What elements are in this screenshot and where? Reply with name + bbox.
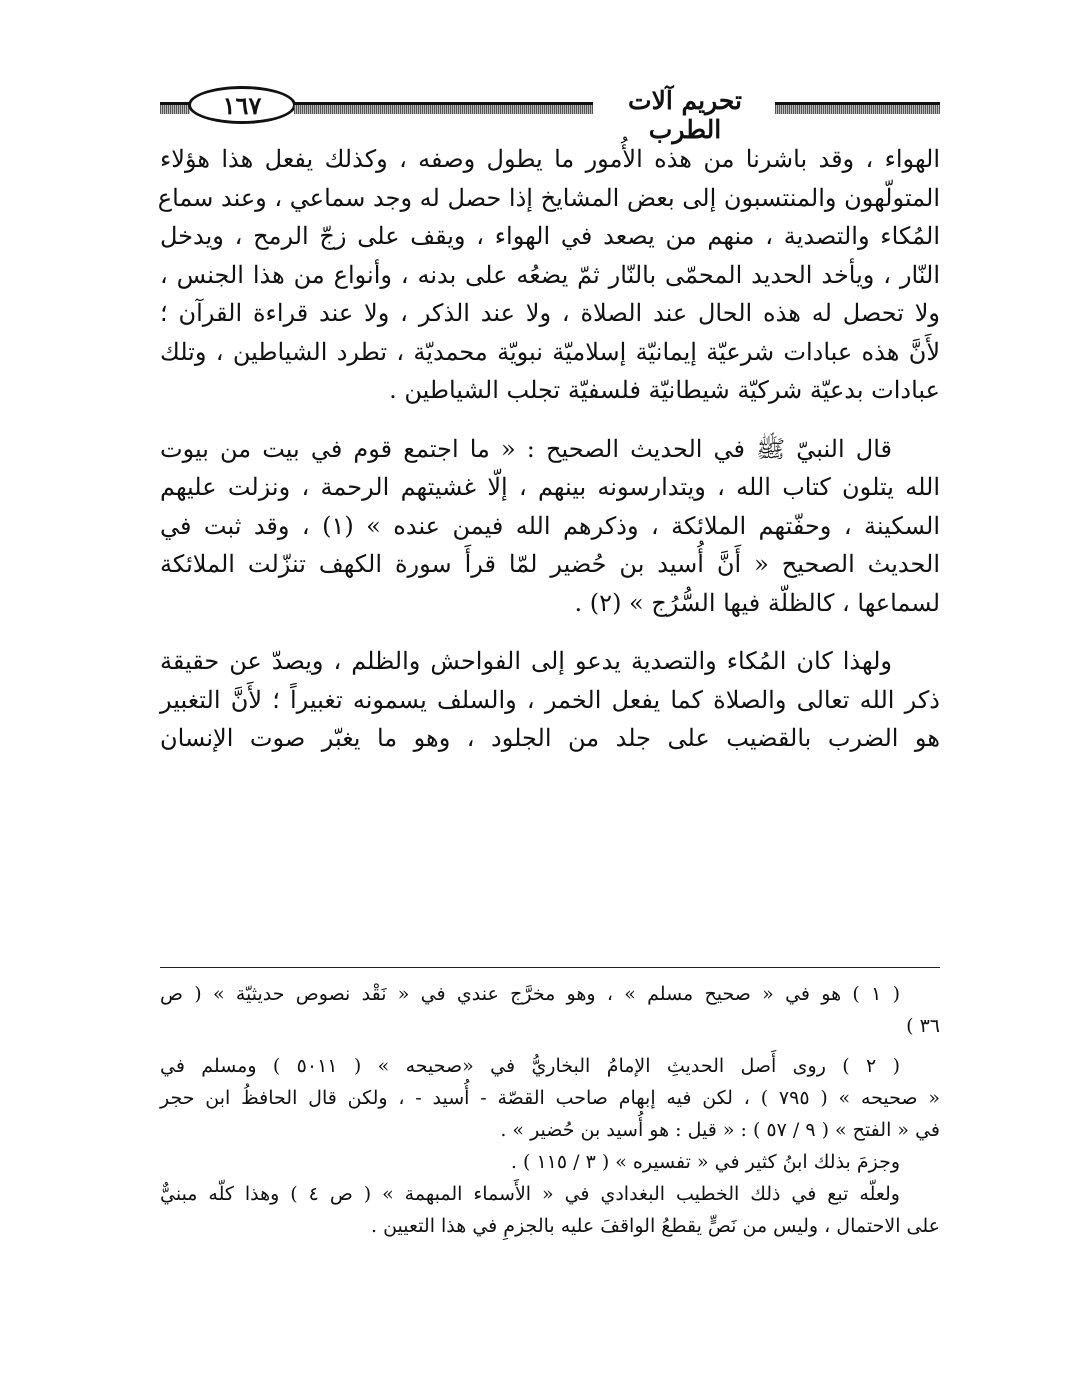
header-rule-right xyxy=(775,102,940,114)
text-line: الهواء ، وقد باشرنا من هذه الأُمور ما يطول وصفه ، وكذلك يفعل هذا هؤلاء xyxy=(160,145,940,173)
footnote-line: ٣٦ ) xyxy=(906,1015,940,1037)
running-title: تحريم آلات الطرب xyxy=(628,86,742,144)
footnote-line: وجزمَ بذلك ابنُ كثير في « تفسيره » ( ٣ / ١١٥ ) . xyxy=(510,1151,900,1173)
text-line: لسماعها ، كالظلّة فيها السُّرُج » (٢) . xyxy=(574,588,940,617)
footnote-line: ولعلّه تبع في ذلك الخطيب البغدادي في « الأَسماء المبهمة » ( ص ٤ ) وهذا كلّه مبنيٌّ xyxy=(160,1183,900,1205)
text-line: النّار ، ويأخد الحديد المحمّى بالنّار ثمّ يضعُه على بدنه ، وأنواع من هذا الجنس ، xyxy=(160,260,940,289)
text-line: السكينة ، وحفّتهم الملائكة ، وذكرهم الله فيمن عنده » (١) ، وقد ثبت في xyxy=(160,511,941,540)
text-line: لأَنَّ هذه عبادات شرعيّة إيمانيّة إسلاميّة نبويّة محمديّة ، تطرد الشياطين ، وتلك xyxy=(160,337,940,366)
footnote-line: في « الفتح » ( ٩ / ٥٧ ) : « قيل : هو أُسيد بن حُضير » . xyxy=(500,1119,940,1141)
header-rule-mid xyxy=(428,102,593,114)
footnote-2 xyxy=(160,1050,940,1242)
text-line: ولا تحصل له هذه الحال عند الصلاة ، ولا عند الذكر ، ولا عند قراءة القرآن ؛ xyxy=(160,299,940,327)
page-header xyxy=(160,80,940,144)
footnote-line: على الاحتمال ، وليس من نَصٍّ يقطعُ الواقفَ عليه بالجزمِ في هذا التعيين . xyxy=(371,1215,940,1237)
footnote-line: ( ١ ) هو في « صحيح مسلم » ، وهو مخرَّج عندي في « نَقْد نصوص حديثيّة » ( ص xyxy=(160,983,901,1005)
footnotes xyxy=(160,978,940,1242)
header-rule-left xyxy=(160,102,190,114)
header-rule-left-mid xyxy=(294,102,430,114)
text-line: ذكر الله تعالى والصلاة كما يفعل الخمر ، والسلف يسمونه تغبيراً ؛ لأَنَّ التغبير xyxy=(160,685,940,714)
footnote-line: « صحيحه » ( ٧٩٥ ) ، لكن فيه إبهام صاحب القصّة - أُسيد - ، ولكن قال الحافظُ ابن حجر xyxy=(160,1087,940,1109)
text-line: المتولّهون والمنتسبون إلى بعض المشايخ إذا حصل له وجد سماعي ، وعند سماع xyxy=(157,183,940,212)
body-text xyxy=(157,140,941,758)
footnote-line: ( ٢ ) روى أَصل الحديثِ الإمامُ البخاريُّ في «صحيحه » ( ٥٠١١ ) ومسلم في xyxy=(160,1055,901,1077)
footnote-1 xyxy=(160,978,940,1042)
paragraph-3 xyxy=(160,642,940,758)
footnote-divider xyxy=(160,967,940,968)
text-line: عبادات بدعيّة شركيّة شيطانيّة فلسفيّة تجلب الشياطين . xyxy=(389,376,940,404)
text-line: قال النبيّ ﷺ في الحديث الصحيح : « ما اجتمع قوم في بيت من بيوت xyxy=(160,434,892,463)
text-line: المُكاء والتصدية ، منهم من يصعد في الهواء ، ويقف على زجّ الرمح ، ويدخل xyxy=(160,222,940,250)
paragraph-2 xyxy=(160,430,940,623)
page-number-oval xyxy=(188,86,296,124)
page-number: ١٦٧ xyxy=(222,90,262,120)
text-line: ولهذا كان المُكاء والتصدية يدعو إلى الفواحش والظلم ، ويصدّ عن حقيقة xyxy=(160,647,892,675)
paragraph-1 xyxy=(157,140,940,410)
text-line: هو الضرب بالقضيب على جلد من الجلود ، وهو ما يغبّر صوت الإنسان xyxy=(160,724,940,752)
text-line: الحديث الصحيح « أَنَّ أُسيد بن حُضير لمّا قرأَ سورة الكهف تنزّلت الملائكة xyxy=(160,550,940,578)
text-line: الله يتلون كتاب الله ، ويتدارسونه بينهم ، إلّا غشيتهم الرحمة ، ونزلت عليهم xyxy=(160,473,941,501)
